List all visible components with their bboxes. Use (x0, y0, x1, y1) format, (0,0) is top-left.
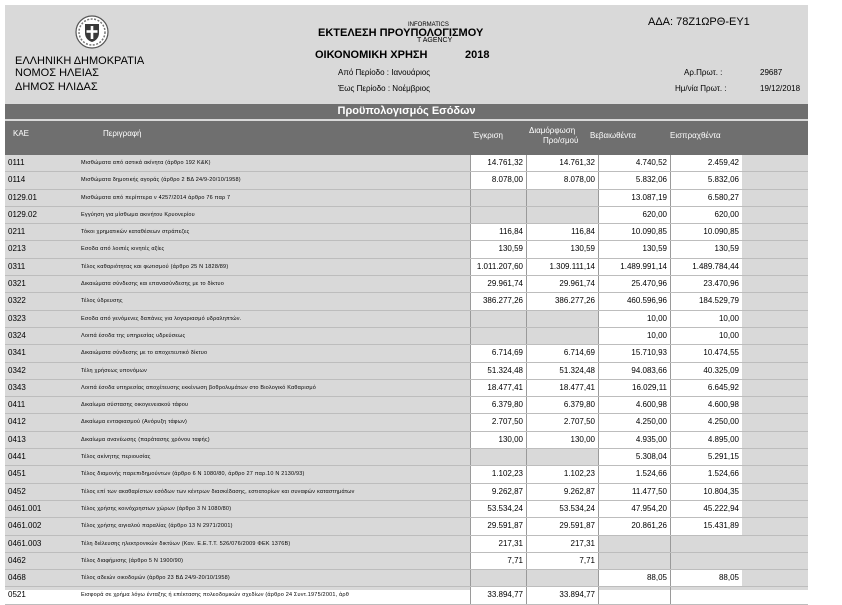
certified-cell (598, 553, 670, 569)
formed-cell: 1.102,23 (526, 466, 598, 482)
description-cell: Τέλος καθαριότητας και φωτισμού (άρθρο 25 Ν 1828/89) (81, 263, 229, 270)
approval-cell: 33.894,77 (470, 587, 526, 603)
description-cell: Εγγύηση για μίσθωμα ακινήτου Κρυονερίου (81, 211, 195, 218)
formed-cell: 130,59 (526, 241, 598, 257)
approval-cell: 386.277,26 (470, 293, 526, 309)
description-cell: Τέλος επί των ακαθαρίστων εσόδων των κέντρων διασκέδασης, εστιατορίων και συναφών καταστημάτων (81, 488, 355, 495)
authority-line-2: ΝΟΜΟΣ ΗΛΕΙΑΣ (15, 67, 99, 79)
formed-cell (526, 207, 598, 223)
collected-cell: 88,05 (670, 570, 742, 586)
col-certified: Βεβαιωθέντα (590, 131, 636, 140)
formed-cell: 33.894,77 (526, 587, 598, 603)
formed-cell: 1.309.111,14 (526, 259, 598, 275)
description-cell: Δικαιώματα σύνδεσης και επανασύνδεσης με το δίκτυο (81, 281, 225, 288)
collected-cell: 10,00 (670, 328, 742, 344)
kae-cell: 0468 (8, 573, 26, 583)
collected-cell: 10.474,55 (670, 345, 742, 361)
greek-emblem-icon (75, 15, 109, 49)
certified-cell (598, 587, 670, 603)
kae-cell: 0462 (8, 555, 26, 565)
table-row (5, 501, 808, 518)
revenue-budget-banner: Προϋπολογισμός Εσόδων (5, 104, 808, 119)
approval-cell: 2.707,50 (470, 414, 526, 430)
table-row (5, 380, 808, 397)
kae-cell: 0129.02 (8, 209, 37, 219)
approval-cell: 51.324,48 (470, 363, 526, 379)
certified-cell: 47.954,20 (598, 501, 670, 517)
approval-cell: 116,84 (470, 224, 526, 240)
approval-cell (470, 328, 526, 344)
table-row (5, 345, 808, 362)
kae-cell: 0341 (8, 348, 26, 358)
table-row (5, 259, 808, 276)
approval-cell (470, 207, 526, 223)
table-row (5, 414, 808, 431)
kae-cell: 0322 (8, 296, 26, 306)
kae-cell: 0111 (8, 158, 25, 167)
approval-cell: 6.379,80 (470, 397, 526, 413)
formed-cell: 29.591,87 (526, 518, 598, 534)
certified-cell: 10,00 (598, 311, 670, 327)
description-cell: Εσοδα από λοιπές κινητές αξίες (81, 246, 165, 253)
formed-cell: 217,31 (526, 536, 598, 552)
kae-cell: 0321 (8, 279, 26, 289)
collected-cell: 184.529,79 (670, 293, 742, 309)
kae-cell: 0521 (8, 590, 26, 600)
collected-cell: 10,00 (670, 311, 742, 327)
collected-cell: 6.645,92 (670, 380, 742, 396)
description-cell: Μισθώματα από αστικά ακίνητα (άρθρο 192 Κ&Κ) (81, 160, 211, 166)
formed-cell (526, 311, 598, 327)
table-row (5, 224, 808, 241)
protocol-number: 29687 (760, 68, 783, 77)
collected-cell: 15.431,89 (670, 518, 742, 534)
col-approval: Έγκριση (473, 131, 503, 140)
certified-cell: 10.090,85 (598, 224, 670, 240)
certified-cell: 1.489.991,14 (598, 259, 670, 275)
certified-cell: 4.935,00 (598, 432, 670, 448)
overlay-text-top: INFORMATICS (408, 22, 449, 28)
kae-cell: 0413 (8, 434, 26, 444)
approval-cell (470, 570, 526, 586)
table-row (5, 432, 808, 449)
approval-cell: 29.591,87 (470, 518, 526, 534)
approval-cell: 9.262,87 (470, 484, 526, 500)
description-cell: Δικαίωμα ενταφιασμού (Ανόρυξη τάφων) (81, 419, 188, 426)
collected-cell: 4.600,98 (670, 397, 742, 413)
description-cell: Τόκοι χρηματικών καταθέσεων στράπεζες (81, 229, 190, 236)
approval-cell (470, 449, 526, 465)
to-period: Έως Περίοδο : Νοέμβριος (338, 84, 430, 93)
certified-cell: 25.470,96 (598, 276, 670, 292)
approval-cell (470, 311, 526, 327)
certified-cell (598, 536, 670, 552)
kae-cell: 0452 (8, 486, 26, 496)
collected-cell (670, 587, 742, 603)
approval-cell: 53.534,24 (470, 501, 526, 517)
certified-cell: 11.477,50 (598, 484, 670, 500)
certified-cell: 15.710,93 (598, 345, 670, 361)
approval-cell: 18.477,41 (470, 380, 526, 396)
kae-cell: 0311 (8, 261, 26, 271)
description-cell: Δικαίωμα ανανέωσης (παράτασης χρόνου ταφής) (81, 436, 210, 443)
collected-cell: 4.895,00 (670, 432, 742, 448)
kae-cell: 0114 (8, 175, 26, 185)
certified-cell: 20.861,26 (598, 518, 670, 534)
table-row (5, 363, 808, 380)
formed-cell: 386.277,26 (526, 293, 598, 309)
approval-cell: 217,31 (470, 536, 526, 552)
certified-cell: 88,05 (598, 570, 670, 586)
description-cell: Δικαιώματα σύνδεσης με το αποχετευτικό δίκτυο (81, 350, 208, 357)
formed-cell: 14.761,32 (526, 155, 598, 171)
collected-cell: 620,00 (670, 207, 742, 223)
kae-cell: 0412 (8, 417, 26, 427)
kae-cell: 0342 (8, 365, 26, 375)
formed-cell (526, 190, 598, 206)
approval-cell: 8.078,00 (470, 172, 526, 188)
collected-cell: 1.489.784,44 (670, 259, 742, 275)
table-row (5, 536, 808, 553)
collected-cell: 10.804,35 (670, 484, 742, 500)
authority-line-1: ΕΛΛΗΝΙΚΗ ΔΗΜΟΚΡΑΤΙΑ (15, 55, 145, 67)
table-row (5, 190, 808, 207)
approval-cell: 1.011.207,60 (470, 259, 526, 275)
collected-cell: 6.580,27 (670, 190, 742, 206)
ada-code: ΑΔΑ: 78Ζ1ΩΡΘ-ΕΥ1 (648, 16, 750, 28)
description-cell: Τέλη διέλευσης ηλεκτρονικών δικτύων (Καν. Ε.Ε.Τ.Τ. 526/076/2009 ΦΕΚ 1376Β) (81, 540, 291, 547)
collected-cell (670, 553, 742, 569)
report-subtitle: ΟΙΚΟΝΟΜΙΚΗ ΧΡΗΣΗ (315, 49, 428, 61)
approval-cell: 130,59 (470, 241, 526, 257)
certified-cell: 94.083,66 (598, 363, 670, 379)
approval-cell: 6.714,69 (470, 345, 526, 361)
description-cell: Τέλος χρήσης αιγιαλού παραλίας (άρθρο 13 Ν 2971/2001) (81, 523, 233, 530)
description-cell: Εισφορά σε χρήμα λόγω ένταξης ή επέκτασης πολεοδομικών σχεδίων (άρθρο 24 Συντ.1975/2001, άρθ (81, 592, 350, 599)
description-cell: Τέλος διαφήμισης (άρθρο 5 Ν 1900/90) (81, 557, 184, 564)
protocol-date: 19/12/2018 (760, 84, 801, 93)
table-row (5, 172, 808, 189)
formed-cell: 116,84 (526, 224, 598, 240)
approval-cell: 130,00 (470, 432, 526, 448)
description-cell: Δικαίωμα σύστασης οικογενειακού τάφου (81, 402, 189, 409)
table-row (5, 293, 808, 310)
approval-cell: 29.961,74 (470, 276, 526, 292)
table-row (5, 570, 808, 587)
formed-cell: 130,00 (526, 432, 598, 448)
certified-cell: 5.308,04 (598, 449, 670, 465)
protocol-label: Αρ.Πρωτ. : (684, 68, 723, 77)
kae-cell: 0324 (8, 330, 26, 340)
kae-cell: 0461.003 (8, 538, 42, 548)
collected-cell: 45.222,94 (670, 501, 742, 517)
col-description: Περιγραφή (103, 129, 142, 138)
certified-cell: 4.740,52 (598, 155, 670, 171)
formed-cell (526, 328, 598, 344)
formed-cell (526, 570, 598, 586)
formed-cell: 8.078,00 (526, 172, 598, 188)
table-row (5, 155, 808, 172)
formed-cell: 9.262,87 (526, 484, 598, 500)
kae-cell: 0451 (8, 469, 26, 479)
budget-rows (5, 155, 808, 605)
certified-cell: 13.087,19 (598, 190, 670, 206)
description-cell: Λοιπά έσοδα υπηρεσίας αποχέτευσης εκκένωση βοθρολυμάτων στο Βιολογικό Καθαρισμό (81, 384, 316, 391)
certified-cell: 4.600,98 (598, 397, 670, 413)
certified-cell: 4.250,00 (598, 414, 670, 430)
description-cell: Τέλη χρήσεως υπονόμων (81, 367, 147, 374)
collected-cell: 5.832,06 (670, 172, 742, 188)
kae-cell: 0441 (8, 452, 26, 462)
approval-cell: 1.102,23 (470, 466, 526, 482)
col-collected: Εισπραχθέντα (670, 131, 721, 140)
col-formed-line2: Προ/σμού (543, 136, 579, 145)
table-row (5, 466, 808, 483)
table-row (5, 328, 808, 345)
formed-cell: 18.477,41 (526, 380, 598, 396)
kae-cell: 0213 (8, 244, 26, 254)
protocol-date-label: Ημ/νία Πρωτ. : (675, 84, 727, 93)
description-cell: Τέλος διαμονής παρεπιδημούντων (άρθρο 6 Ν 1080/80, άρθρο 27 παρ.10 Ν 2130/93) (81, 471, 305, 478)
certified-cell: 460.596,96 (598, 293, 670, 309)
formed-cell: 2.707,50 (526, 414, 598, 430)
description-cell: Τέλος ακίνητης περιουσίας (81, 454, 151, 461)
overlay-text-mid: T AGENCY (417, 37, 453, 44)
table-row (5, 587, 808, 604)
kae-cell: 0323 (8, 313, 26, 323)
description-cell: Λοιπά έσοδα της υπηρεσίας υδρεύσεως (81, 332, 186, 339)
formed-cell (526, 449, 598, 465)
table-row (5, 518, 808, 535)
description-cell: Τέλος ύδρευσης (81, 298, 123, 305)
table-row (5, 484, 808, 501)
authority-line-3: ΔΗΜΟΣ ΗΛΙΔΑΣ (15, 81, 98, 93)
certified-cell: 16.029,11 (598, 380, 670, 396)
formed-cell: 7,71 (526, 553, 598, 569)
table-row (5, 311, 808, 328)
certified-cell: 620,00 (598, 207, 670, 223)
formed-cell: 6.714,69 (526, 345, 598, 361)
certified-cell: 5.832,06 (598, 172, 670, 188)
description-cell: Μισθώματα από περίπτερα ν 4257/2014 άρθρο 76 παρ 7 (81, 194, 231, 201)
col-formed-line1: Διαμόρφωση (529, 126, 576, 135)
kae-cell: 0411 (8, 400, 26, 410)
formed-cell: 51.324,48 (526, 363, 598, 379)
description-cell: Τέλος χρήσης κοινόχρηστων χώρων (άρθρο 3 Ν 1080/80) (81, 505, 232, 512)
approval-cell: 7,71 (470, 553, 526, 569)
collected-cell: 5.291,15 (670, 449, 742, 465)
certified-cell: 130,59 (598, 241, 670, 257)
collected-cell: 1.524,66 (670, 466, 742, 482)
kae-cell: 0211 (8, 227, 26, 237)
kae-cell: 0129.01 (8, 192, 37, 202)
description-cell: Τέλος αδειών οικοδομών (άρθρο 23 ΒΔ 24/9-20/10/1958) (81, 575, 230, 582)
collected-cell (670, 536, 742, 552)
table-row (5, 553, 808, 570)
description-cell: Εσοδα από γενόμενες δαπάνες για λογαριασμό υδραληπτών. (81, 315, 242, 322)
col-kae: ΚΑΕ (13, 129, 30, 138)
collected-cell: 4.250,00 (670, 414, 742, 430)
collected-cell: 130,59 (670, 241, 742, 257)
table-row (5, 276, 808, 293)
collected-cell: 2.459,42 (670, 155, 742, 171)
certified-cell: 10,00 (598, 328, 670, 344)
table-header (5, 121, 808, 155)
collected-cell: 23.470,96 (670, 276, 742, 292)
description-cell: Μισθώματα δημοτικής αγοράς (άρθρο 2 ΒΔ 24/9-20/10/1958) (81, 177, 241, 184)
table-row (5, 449, 808, 466)
table-row (5, 207, 808, 224)
formed-cell: 6.379,80 (526, 397, 598, 413)
collected-cell: 10.090,85 (670, 224, 742, 240)
fiscal-year: 2018 (465, 49, 490, 61)
formed-cell: 53.534,24 (526, 501, 598, 517)
approval-cell (470, 190, 526, 206)
kae-cell: 0461.001 (8, 503, 42, 513)
table-row (5, 397, 808, 414)
collected-cell: 40.325,09 (670, 363, 742, 379)
from-period: Από Περίοδο : Ιανουάριος (338, 68, 431, 77)
approval-cell: 14.761,32 (470, 155, 526, 171)
certified-cell: 1.524,66 (598, 466, 670, 482)
kae-cell: 0343 (8, 382, 26, 392)
kae-cell: 0461.002 (8, 521, 42, 531)
report-title: ΕΚΤΕΛΕΣΗ ΠΡΟΥΠΟΛΟΓΙΣΜΟΥ (318, 27, 484, 39)
formed-cell: 29.961,74 (526, 276, 598, 292)
table-row (5, 241, 808, 258)
